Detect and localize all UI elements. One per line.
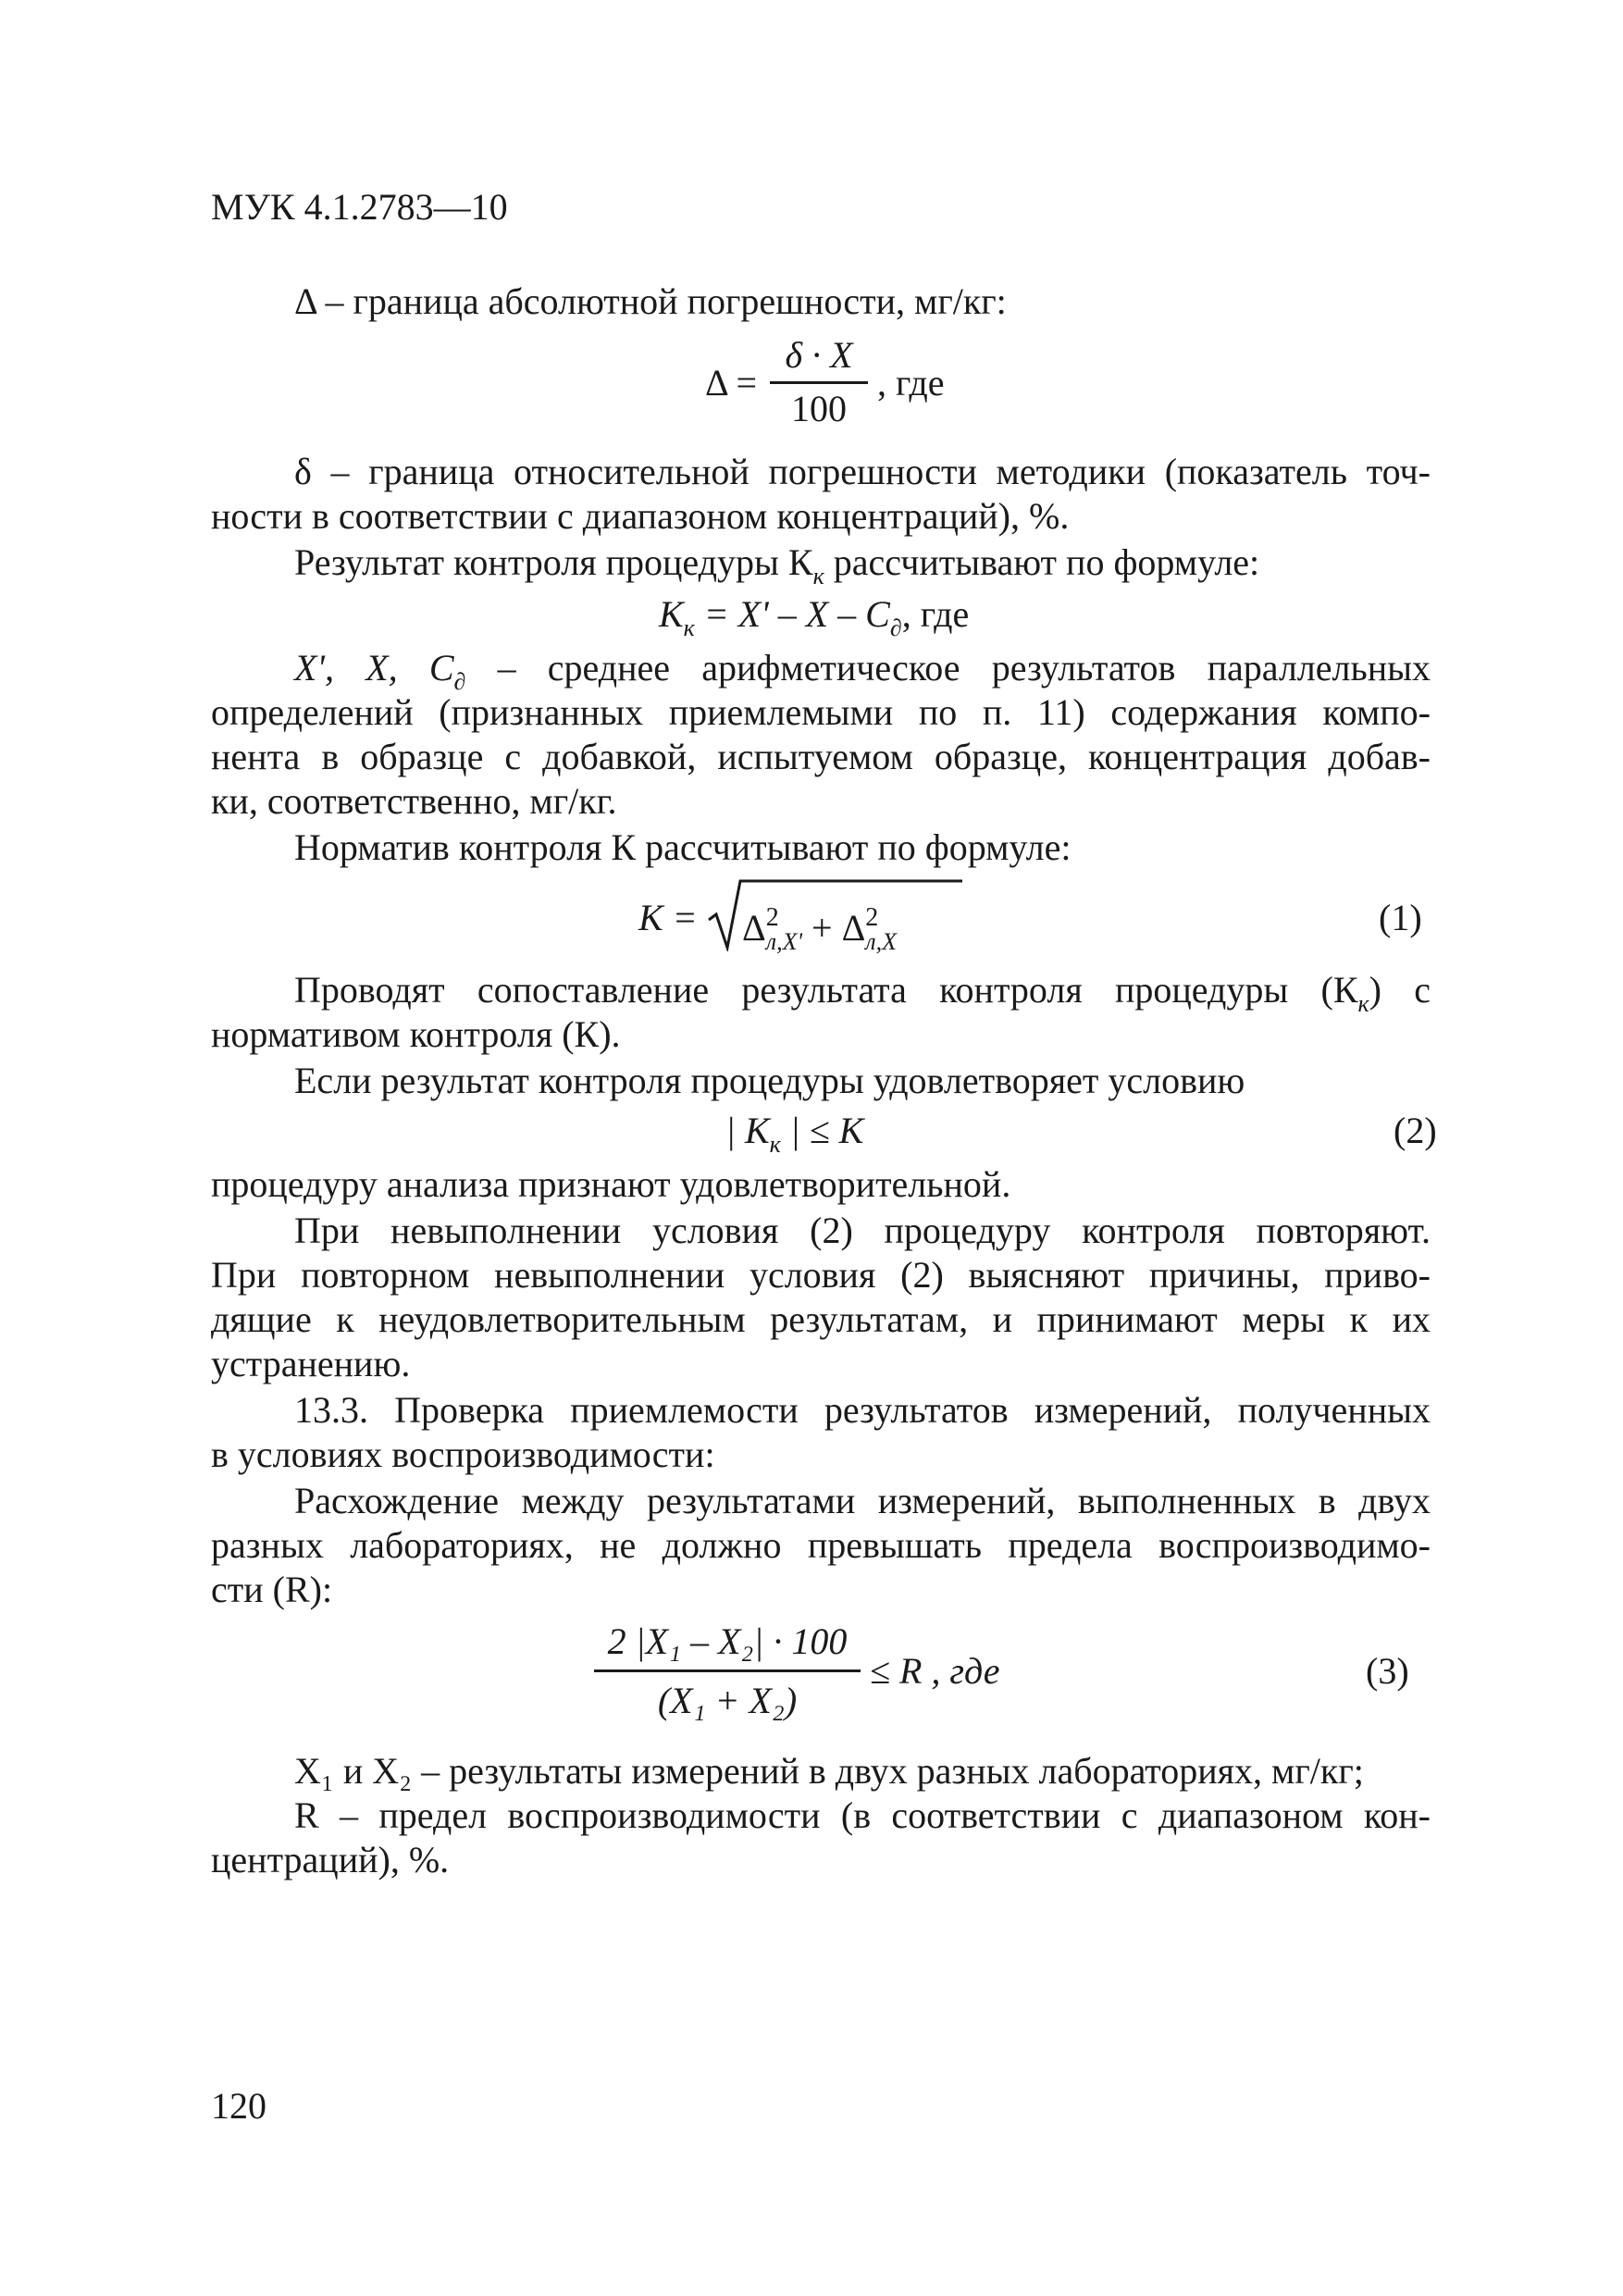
text-line: При повторном невыполнении условия (2) выясняют причины, приво- — [211, 1254, 1431, 1296]
eq3-fraction-bar — [594, 1669, 861, 1672]
text-segment: | К — [725, 1110, 770, 1151]
text-line: ности в соответствии с диапазоном концентраций), %. — [211, 495, 1070, 537]
text-segment: Проводят сопоставление результата контроля процедуры (К — [294, 969, 1358, 1011]
equation-number: (1) — [1379, 897, 1422, 938]
text-segment: | ≤ К — [780, 1110, 864, 1151]
text-segment: – среднее арифметическое результатов параллельных — [465, 647, 1431, 689]
subscript: к — [812, 563, 824, 590]
text-segment: = X' – X – C — [694, 593, 890, 635]
text-line: нормативом контроля (К). — [211, 1013, 621, 1055]
eq2 — [725, 1109, 863, 1167]
text-segment: + Δ — [802, 907, 866, 949]
text-line: Норматив контроля К рассчитывают по формуле: — [294, 826, 1072, 868]
text-line: Если результат контроля процедуры удовлетворяет условию — [294, 1060, 1245, 1101]
subscript: к — [1357, 990, 1369, 1017]
eq3-tail: ≤ R , где — [870, 1650, 1000, 1692]
eq1-radicand — [742, 896, 897, 964]
text-line: δ – граница относительной погрешности методики (показатель точ- — [294, 451, 1431, 492]
text-line: определений (признанных приемлемыми по п. 11) содержания компо- — [211, 691, 1431, 733]
eq3-numerator: 2 |X₁ – X₂| · 100 — [607, 1620, 848, 1662]
text-segment: X', X, C — [294, 647, 454, 689]
text-line: процедуру анализа признают удовлетворительной. — [211, 1163, 1011, 1205]
page-number: 120 — [211, 2085, 266, 2127]
subscript: ∂ — [889, 614, 902, 641]
text-segment: К — [659, 593, 684, 635]
text-line — [294, 540, 1259, 599]
eq3-denominator: (X₁ + X₂) — [657, 1680, 798, 1721]
text-segment: Δ — [742, 907, 766, 949]
text-line: R – предел воспроизводимости (в соответствии с диапазоном кон- — [294, 1794, 1431, 1836]
text-line: устранению. — [211, 1343, 411, 1384]
equation-number: (3) — [1366, 1650, 1409, 1692]
text-segment: , где — [901, 593, 970, 635]
equation-number: (2) — [1394, 1110, 1437, 1151]
text-line: разных лабораториях, не должно превышать предела воспроизводимо- — [211, 1524, 1431, 1566]
text-line: ки, соответственно, мг/кг. — [211, 780, 617, 822]
text-line: Расхождение между результатами измерений, выполненных в двух — [294, 1480, 1431, 1521]
text-line: 13.3. Проверка приемлемости результатов измерений, полученных — [294, 1389, 1431, 1431]
text-segment: ) с — [1369, 969, 1431, 1011]
text-line: Δ – граница абсолютной погрешности, мг/кг: — [294, 280, 1007, 322]
eq0-numerator: δ · X — [785, 334, 853, 376]
eq-kk — [659, 592, 969, 651]
subscript: к — [683, 614, 695, 641]
subscript: к — [769, 1131, 781, 1158]
superscript: 2 — [865, 903, 879, 932]
text-line: нента в образце с добавкой, испытуемом образце, концентрация добав- — [211, 736, 1431, 777]
superscript: 2 — [765, 903, 779, 932]
text-segment: Результат контроля процедуры К — [294, 541, 813, 583]
eq0-tail: , где — [877, 362, 945, 403]
text-line: дящие к неудовлетворительным результатам, и принимают меры к их — [211, 1298, 1431, 1340]
text-line: сти (R): — [211, 1569, 333, 1610]
subscript: л,X — [865, 928, 898, 955]
subscript: л,X' — [765, 928, 803, 955]
eq0-lhs: Δ = — [705, 362, 758, 403]
eq0-denominator: 100 — [791, 388, 847, 429]
text-line: X₁ и X₂ – результаты измерений в двух разных лабораториях, мг/кг; — [294, 1750, 1364, 1792]
eq1-lhs: K = — [638, 897, 698, 938]
eq0-fraction-bar — [770, 381, 868, 384]
subscript: ∂ — [453, 668, 466, 695]
text-line: При невыполнении условия (2) процедуру контроля повторяют. — [294, 1210, 1431, 1251]
text-line: в условиях воспроизводимости: — [211, 1433, 715, 1475]
page-header: МУК 4.1.2783—10 — [211, 186, 508, 228]
text-line: центраций), %. — [211, 1839, 450, 1880]
text-segment: рассчитывают по формуле: — [824, 541, 1260, 583]
